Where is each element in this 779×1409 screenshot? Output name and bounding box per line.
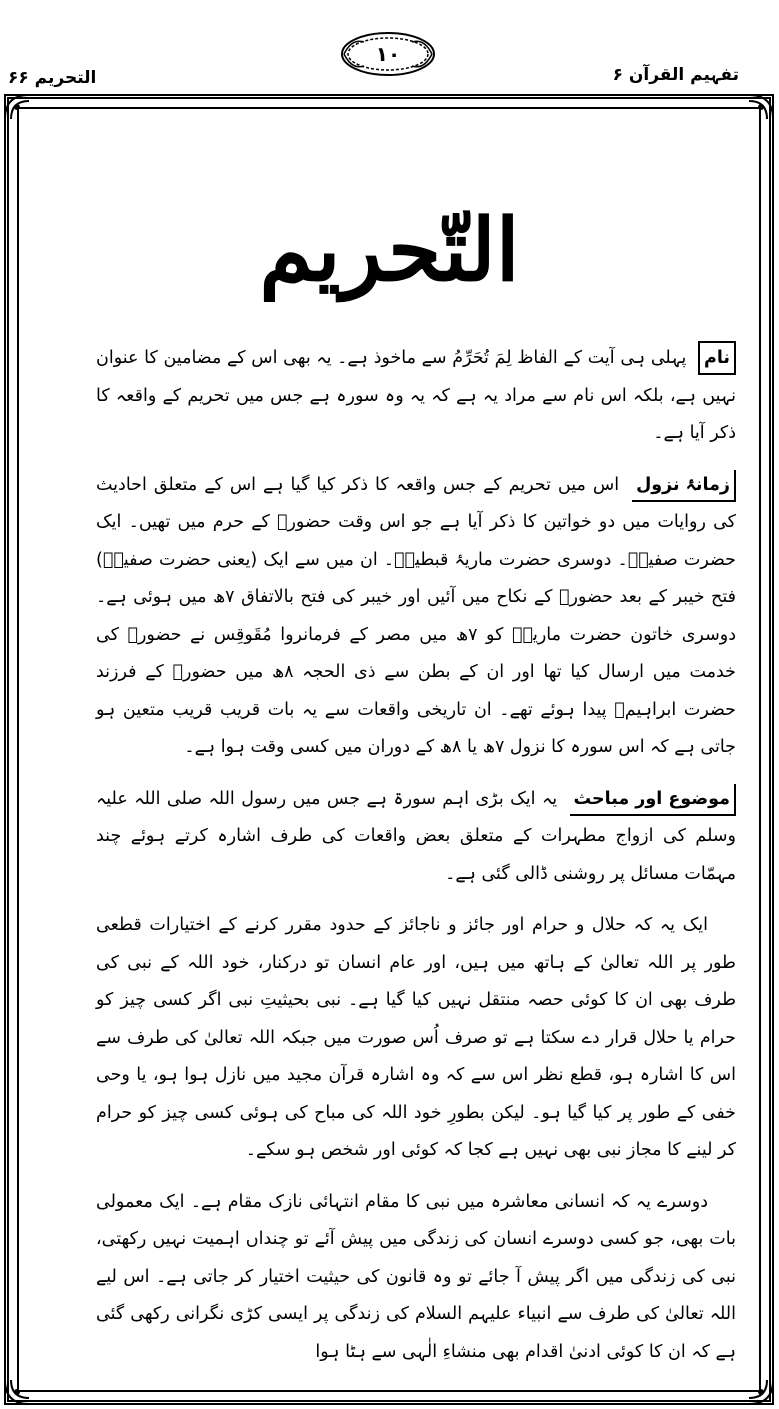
- section-heading-name: نام: [698, 341, 736, 375]
- corner-ornament-icon: [747, 1378, 775, 1406]
- main-content: [96, 340, 736, 1385]
- section-text-revelation: اس میں تحریم کے جس واقعہ کا ذکر کیا گیا ہے اس کے متعلق احادیث کی روایات میں دو خواتین کا ذکر آیا ہے جو اس وقت حضورؐ کے حرم میں تھیں۔ ایک حضرت صفیہؓ۔ دوسری حضرت ماریۂ قبطیہؓ۔ ان میں سے ایک (یعنی حضرت صفیہؓ) فتح خیبر کے بعد حضورؐ کے نکاح میں آئیں اور خیبر کی فتح بالاتفاق ۷ھ میں ہوئی ہے۔ دوسری خاتون حضرت ماریہؓ کو ۷ھ میں مصر کے فرمانروا مُقَوقِس نے حضورؐ کی خدمت میں ارسال کیا تھا اور ان کے بطن سے ذی الحجہ ۸ھ میں حضورؐ کے فرزند حضرت ابراہیمؑ پیدا ہوئے تھے۔ ان تاریخی واقعات سے یہ بات قریب قریب متعین ہو جاتی ہے کہ اس سورہ کا نزول ۷ھ یا ۸ھ کے دوران میں کسی وقت ہوا ہے۔: [96, 474, 737, 757]
- running-head-left: التحریم ۶۶: [8, 68, 97, 88]
- ornament-icon: [338, 30, 438, 78]
- surah-title: التّحریم: [259, 200, 520, 301]
- running-head-right: تفہیم القرآن ۶: [612, 65, 739, 85]
- page-number-badge: [338, 30, 438, 78]
- corner-ornament-icon: [747, 93, 775, 121]
- section-name: [96, 340, 736, 453]
- paragraph: ایک یہ کہ حلال و حرام اور جائز و ناجائز کے حدود مقرر کرنے کے اختیارات قطعی طور پر اللہ تعالیٰ کے ہاتھ میں ہیں، اور عام انسان تو درکنار، خود اللہ کے نبی کی طرف بھی ان کا کوئی حصہ منتقل نہیں کیا گیا ہے۔ نبی بحیثیتِ نبی اگر کسی چیز کو حرام یا حلال قرار دے سکتا ہے تو صرف اُس صورت میں جبکہ اللہ تعالیٰ کی طرف سے اس کا اشارہ ہو، قطع نظر اس سے کہ وہ اشارہ قرآن مجید میں نازل ہوا ہو، یا وحی خفی کے طور پر کیا گیا ہو۔ لیکن بطورِ خود اللہ کی مباح کی ہوئی کسی چیز کو حرام کر لینے کا مجاز نبی بھی نہیں ہے کجا کہ کوئی اور شخص ہو سکے۔: [96, 915, 736, 1160]
- corner-ornament-icon: [3, 93, 31, 121]
- section-text-subject: یہ ایک بڑی اہم سورۃ ہے جس میں رسول اللہ صلی اللہ علیہ وسلم کی ازواج مطہرات کے متعلق بعض واقعات کی طرف اشارہ کرتے ہوئے چند مہمّات مسائل پر روشنی ڈالی گئی ہے۔: [96, 788, 736, 884]
- page-number: ۱۰: [375, 42, 401, 66]
- section-heading-revelation: زمانۂ نزول: [632, 470, 736, 502]
- section-revelation: [96, 467, 736, 767]
- section-text-name: پہلی ہی آیت کے الفاظ لِمَ تُحَرِّمُ سے ماخوذ ہے۔ یہ بھی اس کے مضامین کا عنوان نہیں ہے، بلکہ اس نام سے مراد یہ ہے کہ یہ وہ سورہ ہے جس میں تحریم کے واقعہ کا ذکر آیا ہے۔: [96, 348, 736, 443]
- corner-ornament-icon: [3, 1378, 31, 1406]
- paragraph: دوسرے یہ کہ انسانی معاشرہ میں نبی کا مقام انتہائی نازک مقام ہے۔ ایک معمولی بات بھی، جو کسی دوسرے انسان کی زندگی میں پیش آئے تو چنداں اہمیت نہیں رکھتی، نبی کی زندگی میں اگر پیش آ جائے تو وہ قانون کی حیثیت اختیار کر جاتی ہے۔ اس لیے اللہ تعالیٰ کی طرف سے انبیاء علیہم السلام کی زندگی پر ایسی کڑی نگرانی رکھی گئی ہے کہ ان کا کوئی ادنیٰ اقدام بھی منشاءِ الٰہی سے ہٹا ہوا: [96, 1191, 736, 1362]
- section-heading-subject: موضوع اور مباحث: [570, 784, 736, 816]
- section-subject: [96, 781, 736, 894]
